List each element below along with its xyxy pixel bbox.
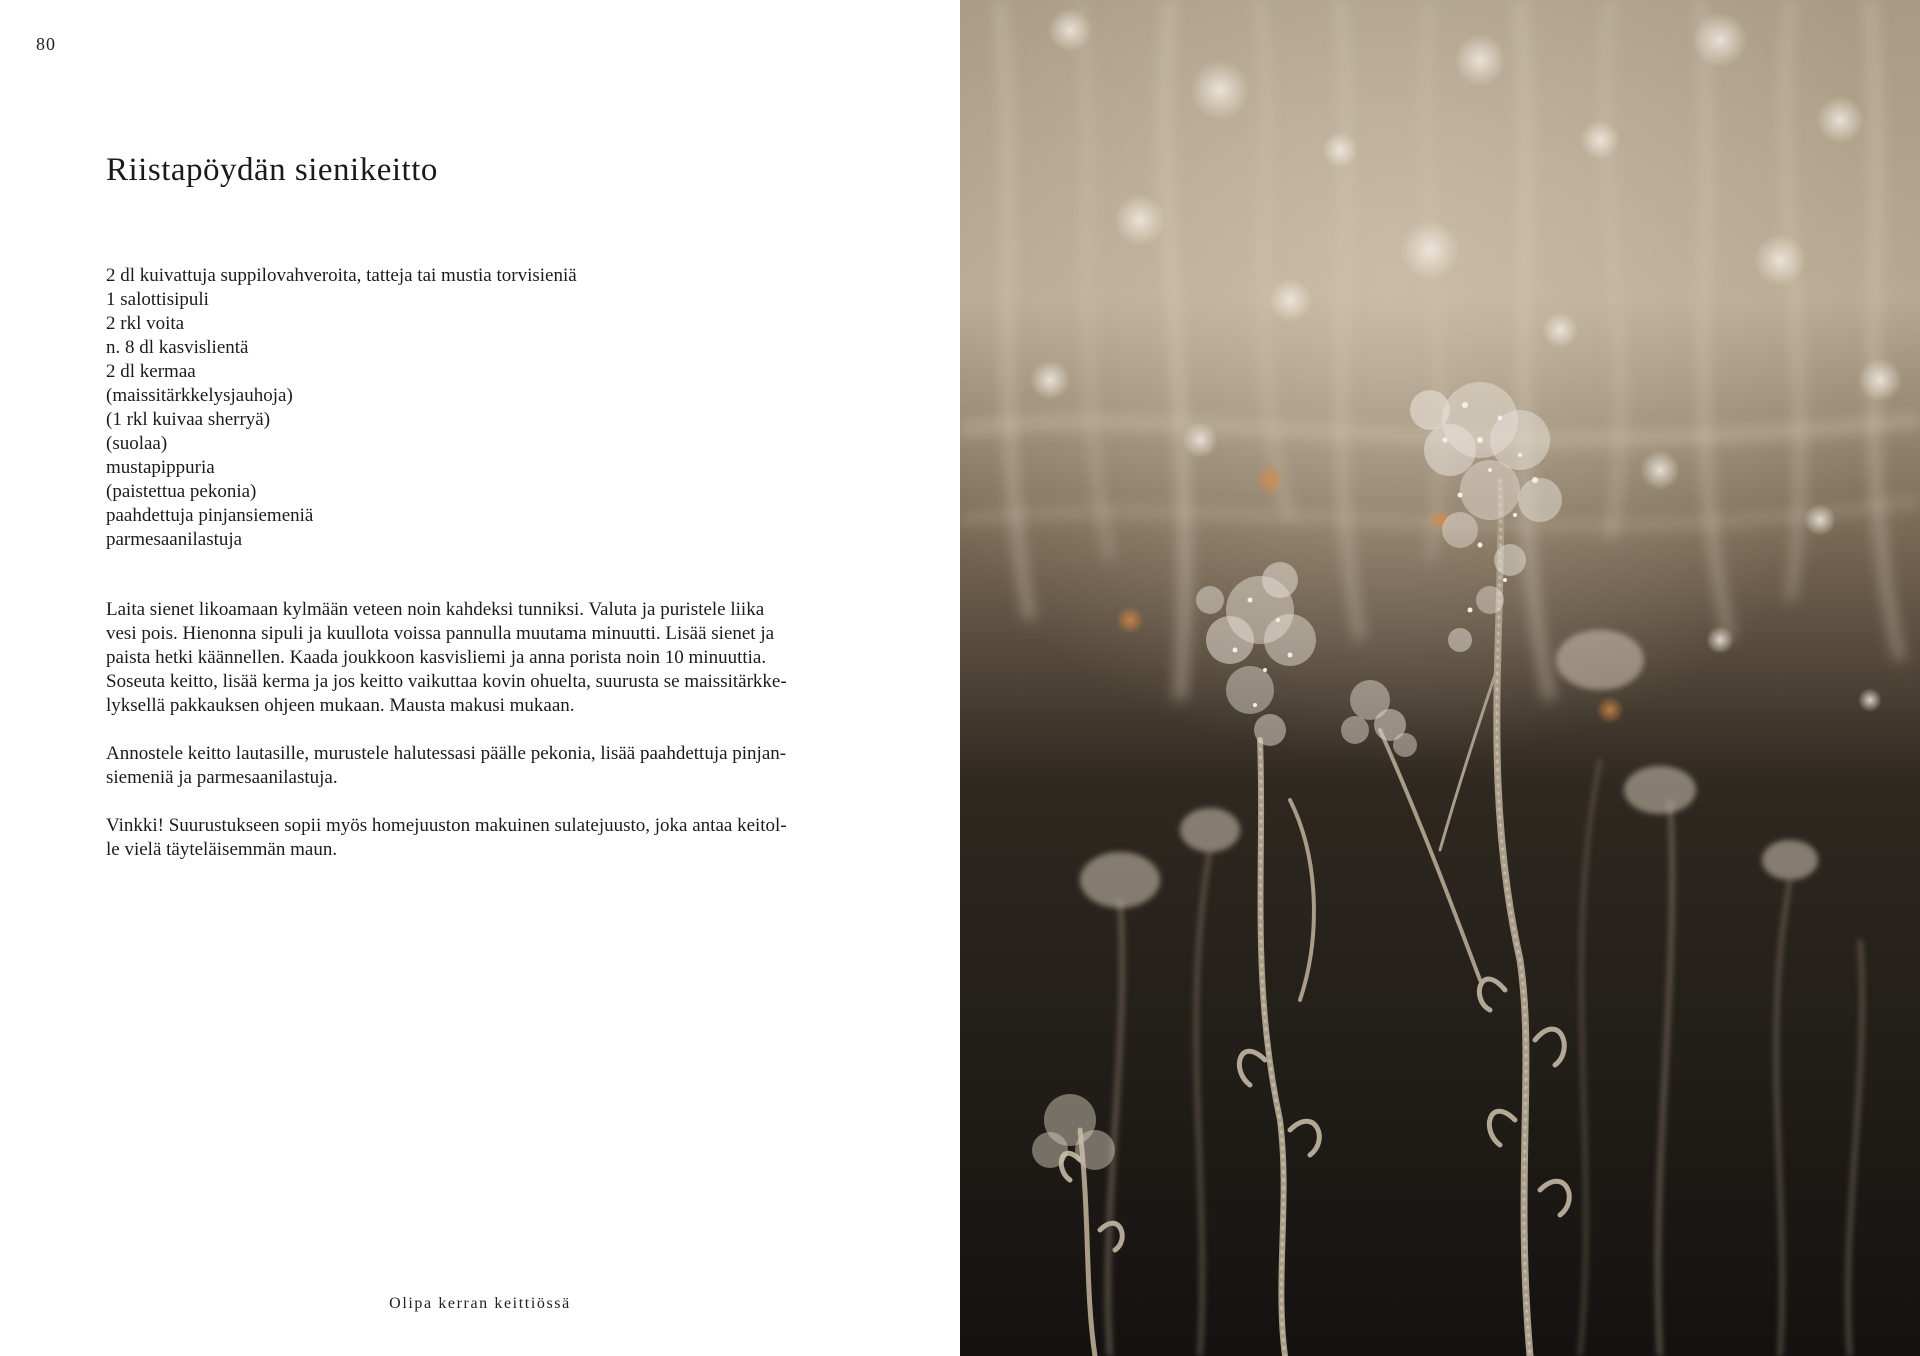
method-line: le vielä täyteläisemmän maun. <box>106 839 338 860</box>
method-paragraph <box>106 598 826 718</box>
ingredient-item: (suolaa) <box>106 433 168 454</box>
ingredient-item: parmesaanilastuja <box>106 529 243 550</box>
ingredient-item: paahdettuja pinjansiemeniä <box>106 505 314 526</box>
method-line: Annostele keitto lautasille, murustele halutessasi päälle pekonia, lisää paahdettuja pinjan- <box>106 743 787 764</box>
ingredient-item: (maissitärkkelysjauhoja) <box>106 385 293 406</box>
ingredient-item: mustapippuria <box>106 457 215 478</box>
method-line: vesi pois. Hienonna sipuli ja kuullota voissa pannulla muutama minuutti. Lisää sienet ja <box>106 623 775 644</box>
ingredient-item: 2 dl kermaa <box>106 361 196 382</box>
method-line: lyksellä pakkauksen ohjeen mukaan. Mausta makusi mukaan. <box>106 695 575 716</box>
method-text <box>106 598 826 886</box>
method-line: Vinkki! Suurustukseen sopii myös homejuuston makuinen sulatejuusto, joka antaa keitol- <box>106 815 787 836</box>
ingredient-item: 2 rkl voita <box>106 313 185 334</box>
ingredient-item: n. 8 dl kasvislientä <box>106 337 249 358</box>
method-line: Laita sienet likoamaan kylmään veteen noin kahdeksi tunniksi. Valuta ja puristele liika <box>106 599 765 620</box>
recipe-title: Riistapöydän sienikeitto <box>106 152 438 188</box>
ingredient-item: 2 dl kuivattuja suppilovahveroita, tatteja tai mustia torvisieniä <box>106 265 577 286</box>
tip-paragraph <box>106 814 826 862</box>
method-paragraph <box>106 742 826 790</box>
frosted-plants-photo <box>960 0 1920 1356</box>
method-line: paista hetki käännellen. Kaada joukkoon kasvisliemi ja anna porista noin 10 minuuttia. <box>106 647 767 668</box>
book-title-footer: Olipa kerran keittiössä <box>389 1295 571 1312</box>
ingredient-item: (paistettua pekonia) <box>106 481 257 502</box>
method-line: Soseuta keitto, lisää kerma ja jos keitto vaikuttaa kovin ohuelta, suurusta se maissitärkke- <box>106 671 787 692</box>
photo-page <box>960 0 1920 1356</box>
ingredient-item: 1 salottisipuli <box>106 289 209 310</box>
method-line: siemeniä ja parmesaanilastuja. <box>106 767 338 788</box>
page-number: 80 <box>36 34 56 54</box>
ingredient-item: (1 rkl kuivaa sherryä) <box>106 409 271 430</box>
ingredient-list <box>106 264 577 552</box>
